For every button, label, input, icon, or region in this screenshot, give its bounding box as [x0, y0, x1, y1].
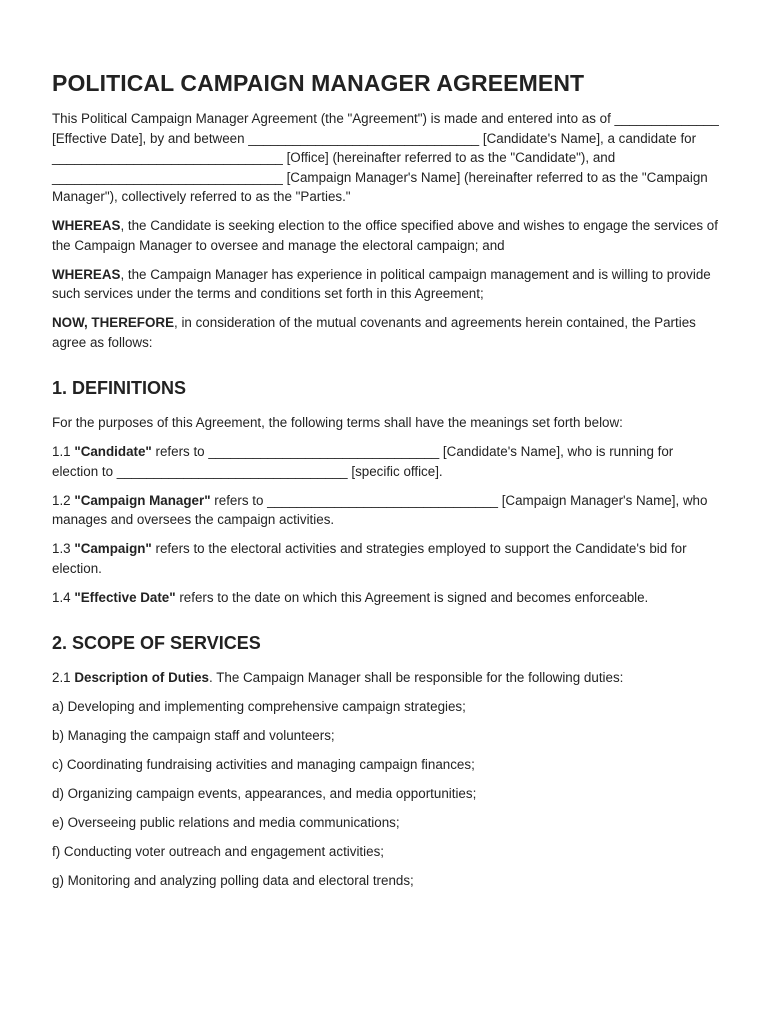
item-number: 1.2: [52, 492, 75, 508]
duty-item: g) Monitoring and analyzing polling data and electoral trends;: [52, 873, 414, 888]
definition-text: refers to the date on which this Agreement is signed and becomes enforceable.: [175, 589, 649, 605]
duty-item: e) Overseeing public relations and media communications;: [52, 815, 400, 830]
duty-item: a) Developing and implementing comprehensive campaign strategies;: [52, 699, 466, 714]
definition-item: [52, 588, 720, 608]
defined-term: "Campaign Manager": [74, 492, 211, 508]
section-heading-definitions: 1. DEFINITIONS: [52, 378, 187, 398]
duty-item: d) Organizing campaign events, appearances, and media opportunities;: [52, 786, 477, 801]
recital-text: , the Campaign Manager has experience in political campaign management and is willing to provide such services under the terms and conditions set forth in this Agreement;: [52, 266, 711, 301]
recital-lead: NOW, THEREFORE: [52, 315, 175, 330]
recital-text: , the Candidate is seeking election to the office specified above and wishes to engage the services of the Campaign Manager to oversee and manage the electoral campaign; and: [52, 218, 718, 253]
recital-text: , in consideration of the mutual covenants and agreements herein contained, the Parties agree as follows:: [52, 315, 696, 350]
definition-text: refers to the electoral activities and strategies employed to support the Candidate's bid for election.: [52, 541, 687, 576]
subsection-text: . The Campaign Manager shall be responsible for the following duties:: [209, 670, 624, 685]
subsection-title: Description of Duties: [74, 670, 210, 685]
document-title: POLITICAL CAMPAIGN MANAGER AGREEMENT: [52, 70, 585, 96]
defined-term: "Candidate": [74, 444, 152, 459]
definition-item: [52, 491, 720, 530]
definition-item: [52, 539, 720, 578]
intro-paragraph: This Political Campaign Manager Agreement (the "Agreement") is made and entered into as of ______________ [Effective Date], by and between _______________________________ [Candidate's Name], a candidate for _______________________________ [Office] (hereinafter referred to as the "Candidate"), and _______________________________ [Campaign Manager's Name] (hereinafter referred to as the "Campaign Manager"), collectively referred to as the "Parties.": [52, 111, 719, 204]
duty-item: b) Managing the campaign staff and volunteers;: [52, 728, 335, 743]
definition-text: refers to _______________________________ [Campaign Manager's Name], who manages and oversees the campaign activities.: [52, 492, 708, 527]
definition-text: refers to _______________________________ [Candidate's Name], who is running for election to _______________________________ [specific office].: [52, 444, 674, 479]
recital-1: [52, 216, 720, 255]
item-number: 1.1: [52, 444, 75, 459]
recital-lead: WHEREAS: [52, 266, 121, 282]
duty-item: f) Conducting voter outreach and engagement activities;: [52, 844, 384, 859]
recital-lead: WHEREAS: [52, 218, 121, 233]
document-page: [52, 70, 720, 900]
duty-item: c) Coordinating fundraising activities and managing campaign finances;: [52, 757, 475, 772]
definitions-intro: For the purposes of this Agreement, the following terms shall have the meanings set forth below:: [52, 415, 623, 430]
definition-item: [52, 442, 720, 481]
item-number: 1.3: [52, 541, 75, 556]
recital-2: [52, 265, 720, 304]
subsection-2-1: [52, 668, 720, 688]
item-number: 1.4: [52, 589, 75, 605]
defined-term: "Effective Date": [74, 589, 176, 605]
recital-3: [52, 313, 720, 352]
defined-term: "Campaign": [74, 541, 152, 556]
section-heading-scope: 2. SCOPE OF SERVICES: [52, 633, 261, 653]
item-number: 2.1: [52, 670, 75, 685]
